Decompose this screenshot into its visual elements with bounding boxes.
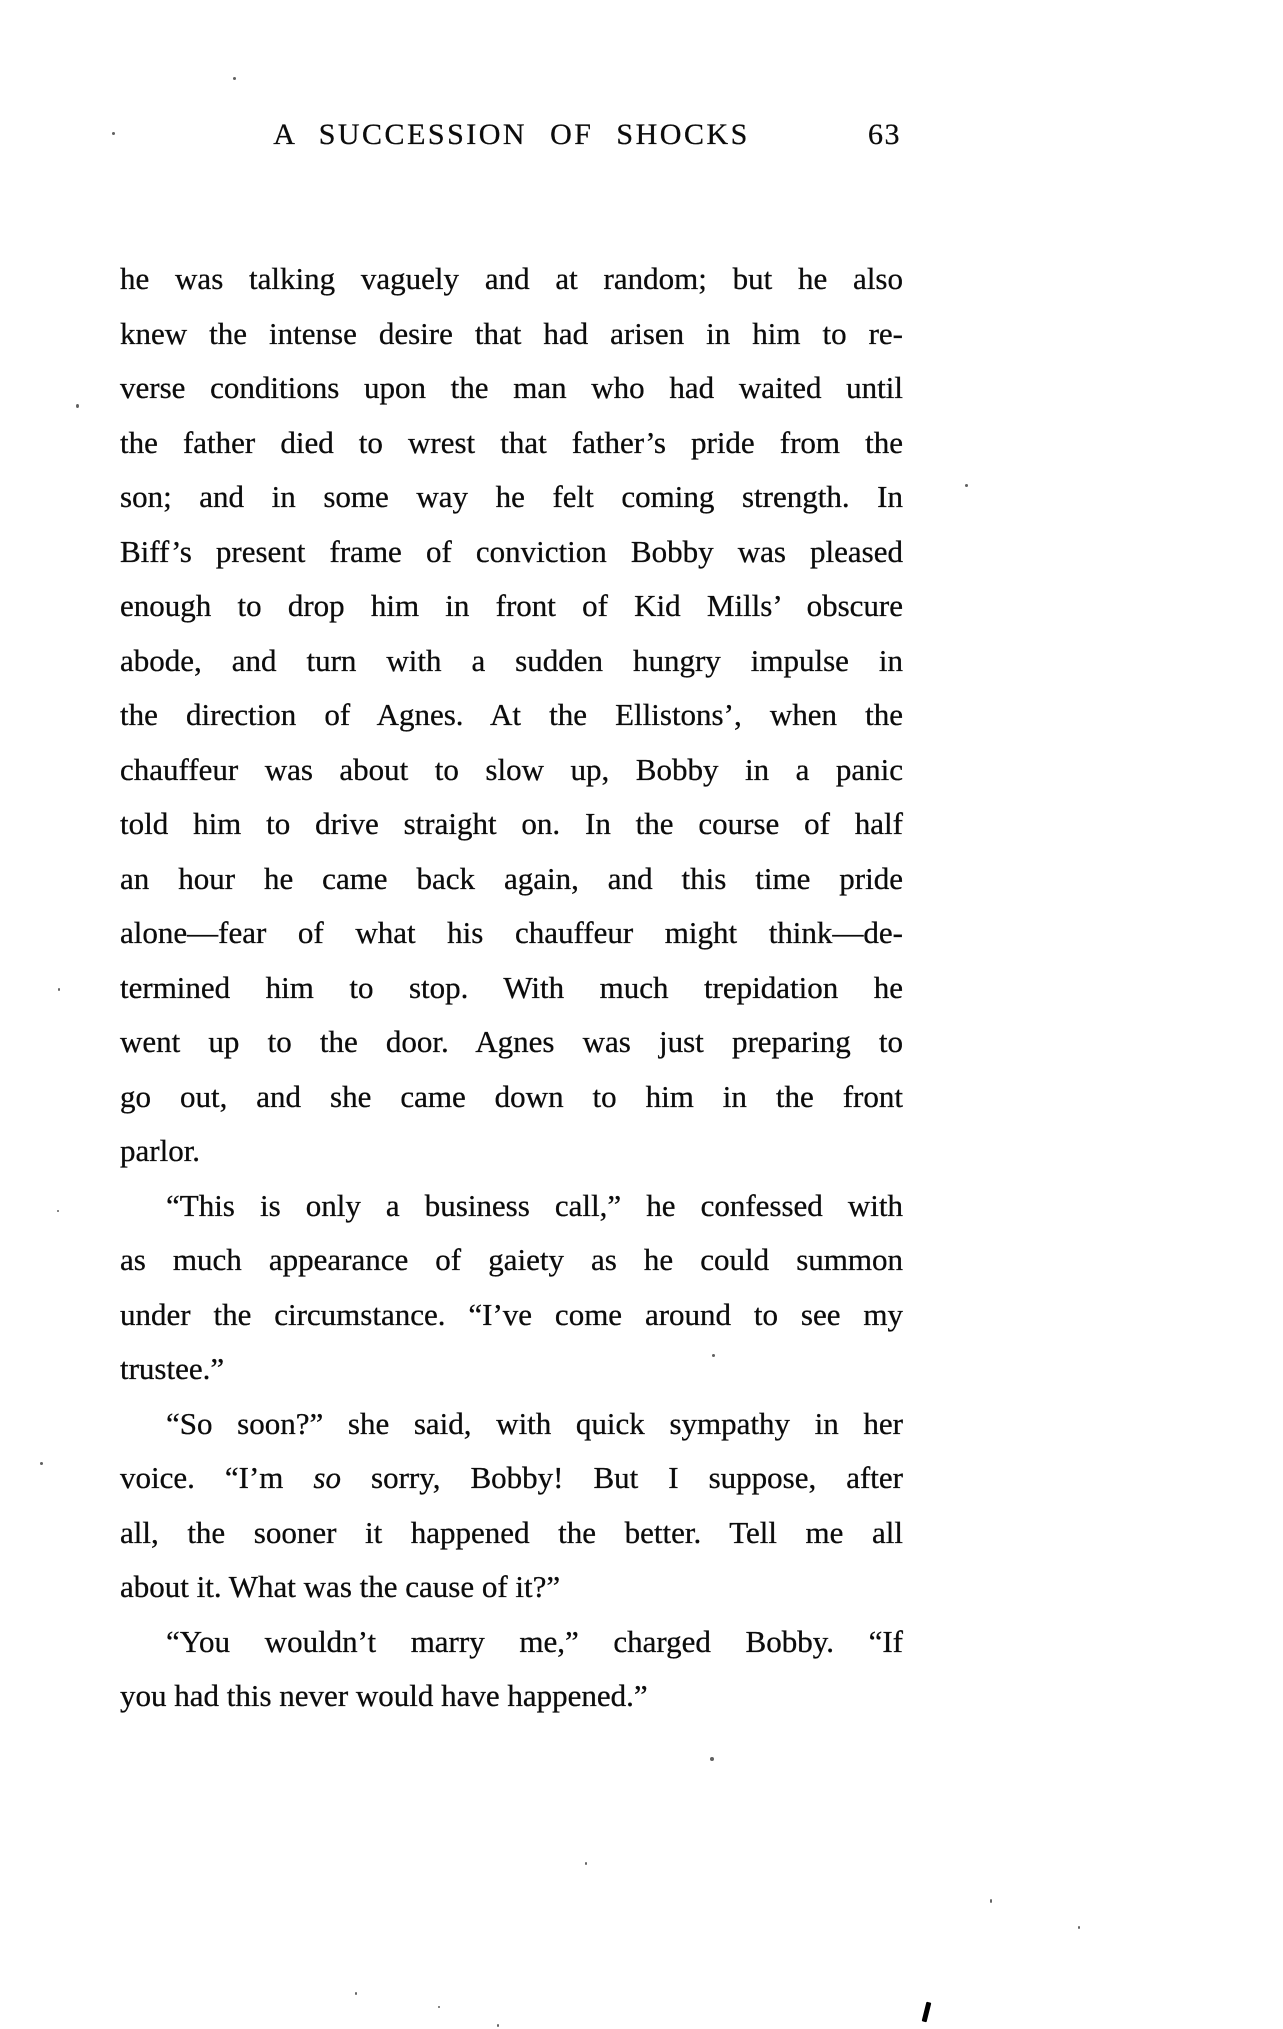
scan-speck: [58, 988, 60, 991]
text-line: trustee.”: [120, 1351, 225, 1386]
text-line: chauffeur was about to slow up, Bobby in a panic: [120, 751, 903, 787]
text-line: “This is only a business call,” he confessed with: [166, 1187, 903, 1223]
scan-speck: [1078, 1926, 1080, 1929]
text-line: go out, and she came down to him in the front: [120, 1078, 903, 1114]
text-line: enough to drop him in front of Kid Mills’ obscure: [120, 588, 903, 623]
scan-speck: [76, 404, 79, 408]
scan-speck: [40, 1462, 43, 1465]
scan-speck: [355, 1992, 357, 1995]
text-line: went up to the door. Agnes was just preparing to: [120, 1024, 903, 1059]
text-line: told him to drive straight on. In the course of half: [120, 806, 903, 841]
text-line: about it. What was the cause of it?”: [120, 1569, 561, 1604]
text-line: “So soon?” she said, with quick sympathy in her: [166, 1405, 903, 1441]
text-line: verse conditions upon the man who had waited until: [120, 370, 903, 405]
running-head: A SUCCESSION OF SHOCKS: [273, 118, 750, 151]
text-line: voice. “I’m so sorry, Bobby! But I suppose, after: [120, 1460, 903, 1495]
text-line: “You wouldn’t marry me,” charged Bobby. “If: [166, 1623, 903, 1659]
scan-speck: [585, 1862, 587, 1865]
scan-speck: [990, 1899, 992, 1903]
scan-speck: [965, 484, 968, 487]
scan-speck: [112, 132, 115, 135]
scan-speck: [57, 1210, 59, 1212]
scan-speck: [710, 1757, 714, 1761]
text-line: abode, and turn with a sudden hungry impulse in: [120, 642, 903, 678]
text-line: under the circumstance. “I’ve come around to see my: [120, 1296, 903, 1332]
scan-speck: [497, 2024, 499, 2027]
text-line: the direction of Agnes. At the Ellistons’, when the: [120, 697, 903, 732]
page-header: [120, 118, 903, 162]
text-line: he was talking vaguely and at random; but he also: [120, 261, 903, 296]
scan-slash-mark: [922, 2002, 932, 2023]
page-body: [120, 252, 903, 1724]
text-line: Biff’s present frame of conviction Bobby was pleased: [120, 533, 903, 569]
text-line: termined him to stop. With much trepidation he: [120, 969, 903, 1005]
text-line: an hour he came back again, and this time pride: [120, 860, 903, 896]
scan-speck: [712, 1354, 715, 1357]
text-line: parlor.: [120, 1133, 201, 1168]
text-line: as much appearance of gaiety as he could summon: [120, 1242, 903, 1277]
scan-speck: [233, 77, 236, 80]
text-line: the father died to wrest that father’s pride from the: [120, 424, 903, 460]
text-line: alone—fear of what his chauffeur might think—de-: [120, 915, 903, 950]
text-line: son; and in some way he felt coming strength. In: [120, 479, 903, 514]
text-line: knew the intense desire that had arisen in him to re-: [120, 315, 903, 351]
text-line: you had this never would have happened.”: [120, 1678, 648, 1713]
text-line: all, the sooner it happened the better. Tell me all: [120, 1514, 903, 1550]
scan-speck: [438, 2006, 440, 2008]
page-number: 63: [868, 118, 901, 151]
